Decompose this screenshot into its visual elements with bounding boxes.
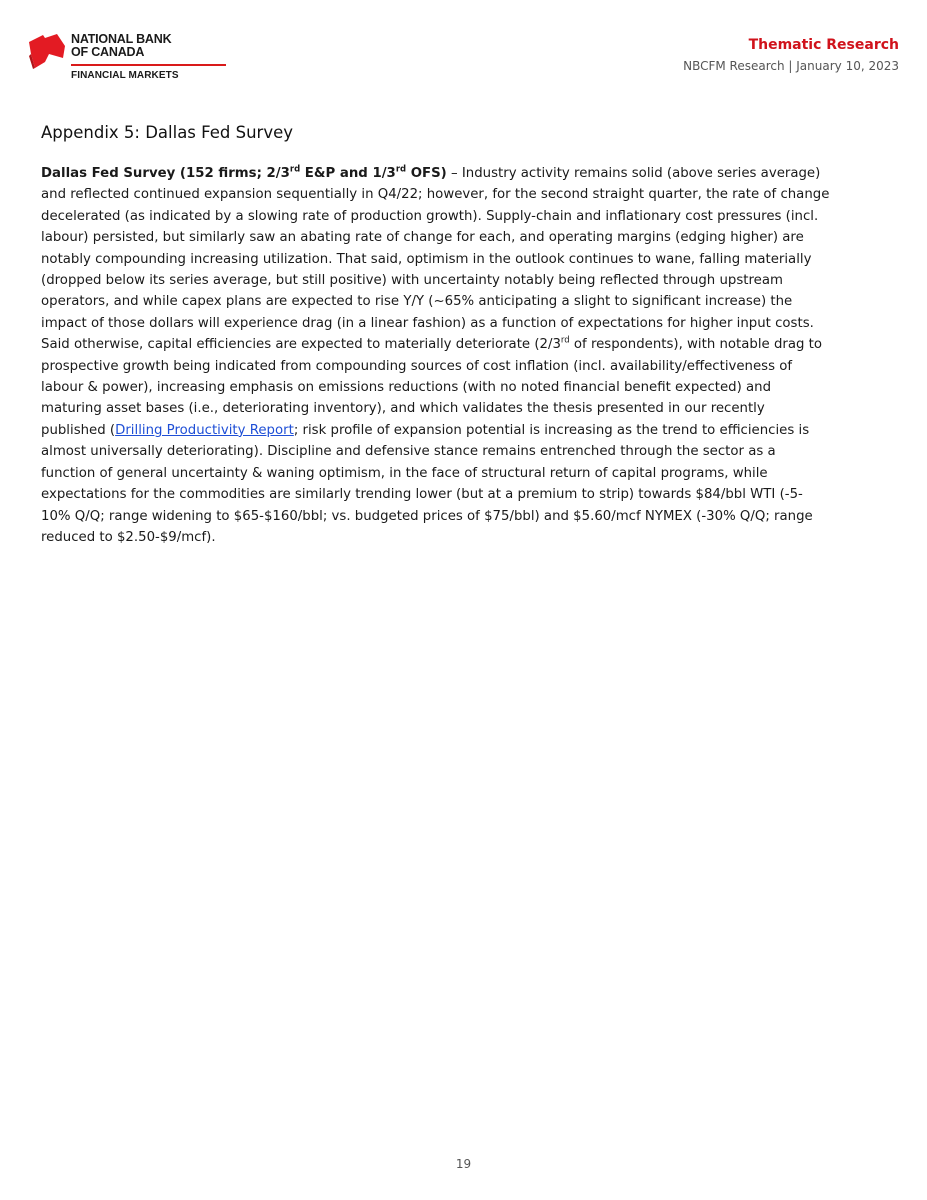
- report-date-line: NBCFM Research | January 10, 2023: [683, 59, 899, 73]
- paragraph-lead: Dallas Fed Survey (152 firms; 2/3rd E&P and 1/3rd OFS): [41, 164, 447, 181]
- page-number: 19: [455, 1157, 472, 1171]
- logo-line-3: FINANCIAL MARKETS: [71, 70, 179, 81]
- section-title: Appendix 5: Dallas Fed Survey: [41, 123, 294, 142]
- drilling-productivity-report-link[interactable]: Drilling Productivity Report: [115, 422, 294, 438]
- nbc-logo: [27, 30, 202, 84]
- report-header: [683, 36, 899, 73]
- paragraph-text-1: – Industry activity remains solid (above series average) and reflected continued expansion sequentially in Q4/22; however, for the second straight quarter, the rate of change decelerated (as indicated by a slowing rate of production growth). Supply-chain and inflationary cost pressures (incl. labour) persisted, but similarly saw an abating rate of change for each, and operating margins (edging higher) are notably compounding increasing utilization. That said, optimism in the outlook continues to wane, falling materially (dropped below its series average, but still positive) with uncertainty notably being reflected through upstream operators, and while capex plans are expected to rise Y/Y (~65% anticipating a slight to significant increase) the impact of those dollars will experience drag (in a linear fashion) as a function of expectations for higher input costs. Said otherwise, capital efficiencies are expected to materially deteriorate (2/3: [41, 166, 830, 353]
- paragraph-sup: rd: [560, 335, 570, 346]
- logo-line-1: NATIONAL BANK: [71, 32, 172, 46]
- maple-flag-icon: [27, 32, 67, 70]
- logo-divider: [71, 64, 226, 66]
- logo-line-2: OF CANADA: [71, 45, 145, 59]
- paragraph-text-3: ; risk profile of expansion potential is increasing as the trend to efficiencies is almost universally deteriorating). Discipline and defensive stance remains entrenched through the sector as a function of general uncertainty & waning optimism, in the face of structural return of capital programs, while expectations for the commodities are similarly trending lower (but at a premium to strip) towards $84/bbl WTI (-5-10% Q/Q; range widening to $65-$160/bbl; vs. budgeted prices of $75/bbl) and $5.60/mcf NYMEX (-30% Q/Q; range reduced to $2.50-$9/mcf).: [41, 422, 813, 545]
- paragraph-text-2: of respondents), with notable drag to prospective growth being indicated from compounding sources of cost inflation (incl. availability/effectiveness of labour & power), increasing emphasis on emissions reductions (with no noted financial benefit expected) and maturing asset bases (i.e., deteriorating inventory), and which validates the thesis presented in our recently published (: [41, 337, 823, 438]
- body-paragraph: [41, 163, 831, 548]
- report-type: Thematic Research: [748, 37, 899, 53]
